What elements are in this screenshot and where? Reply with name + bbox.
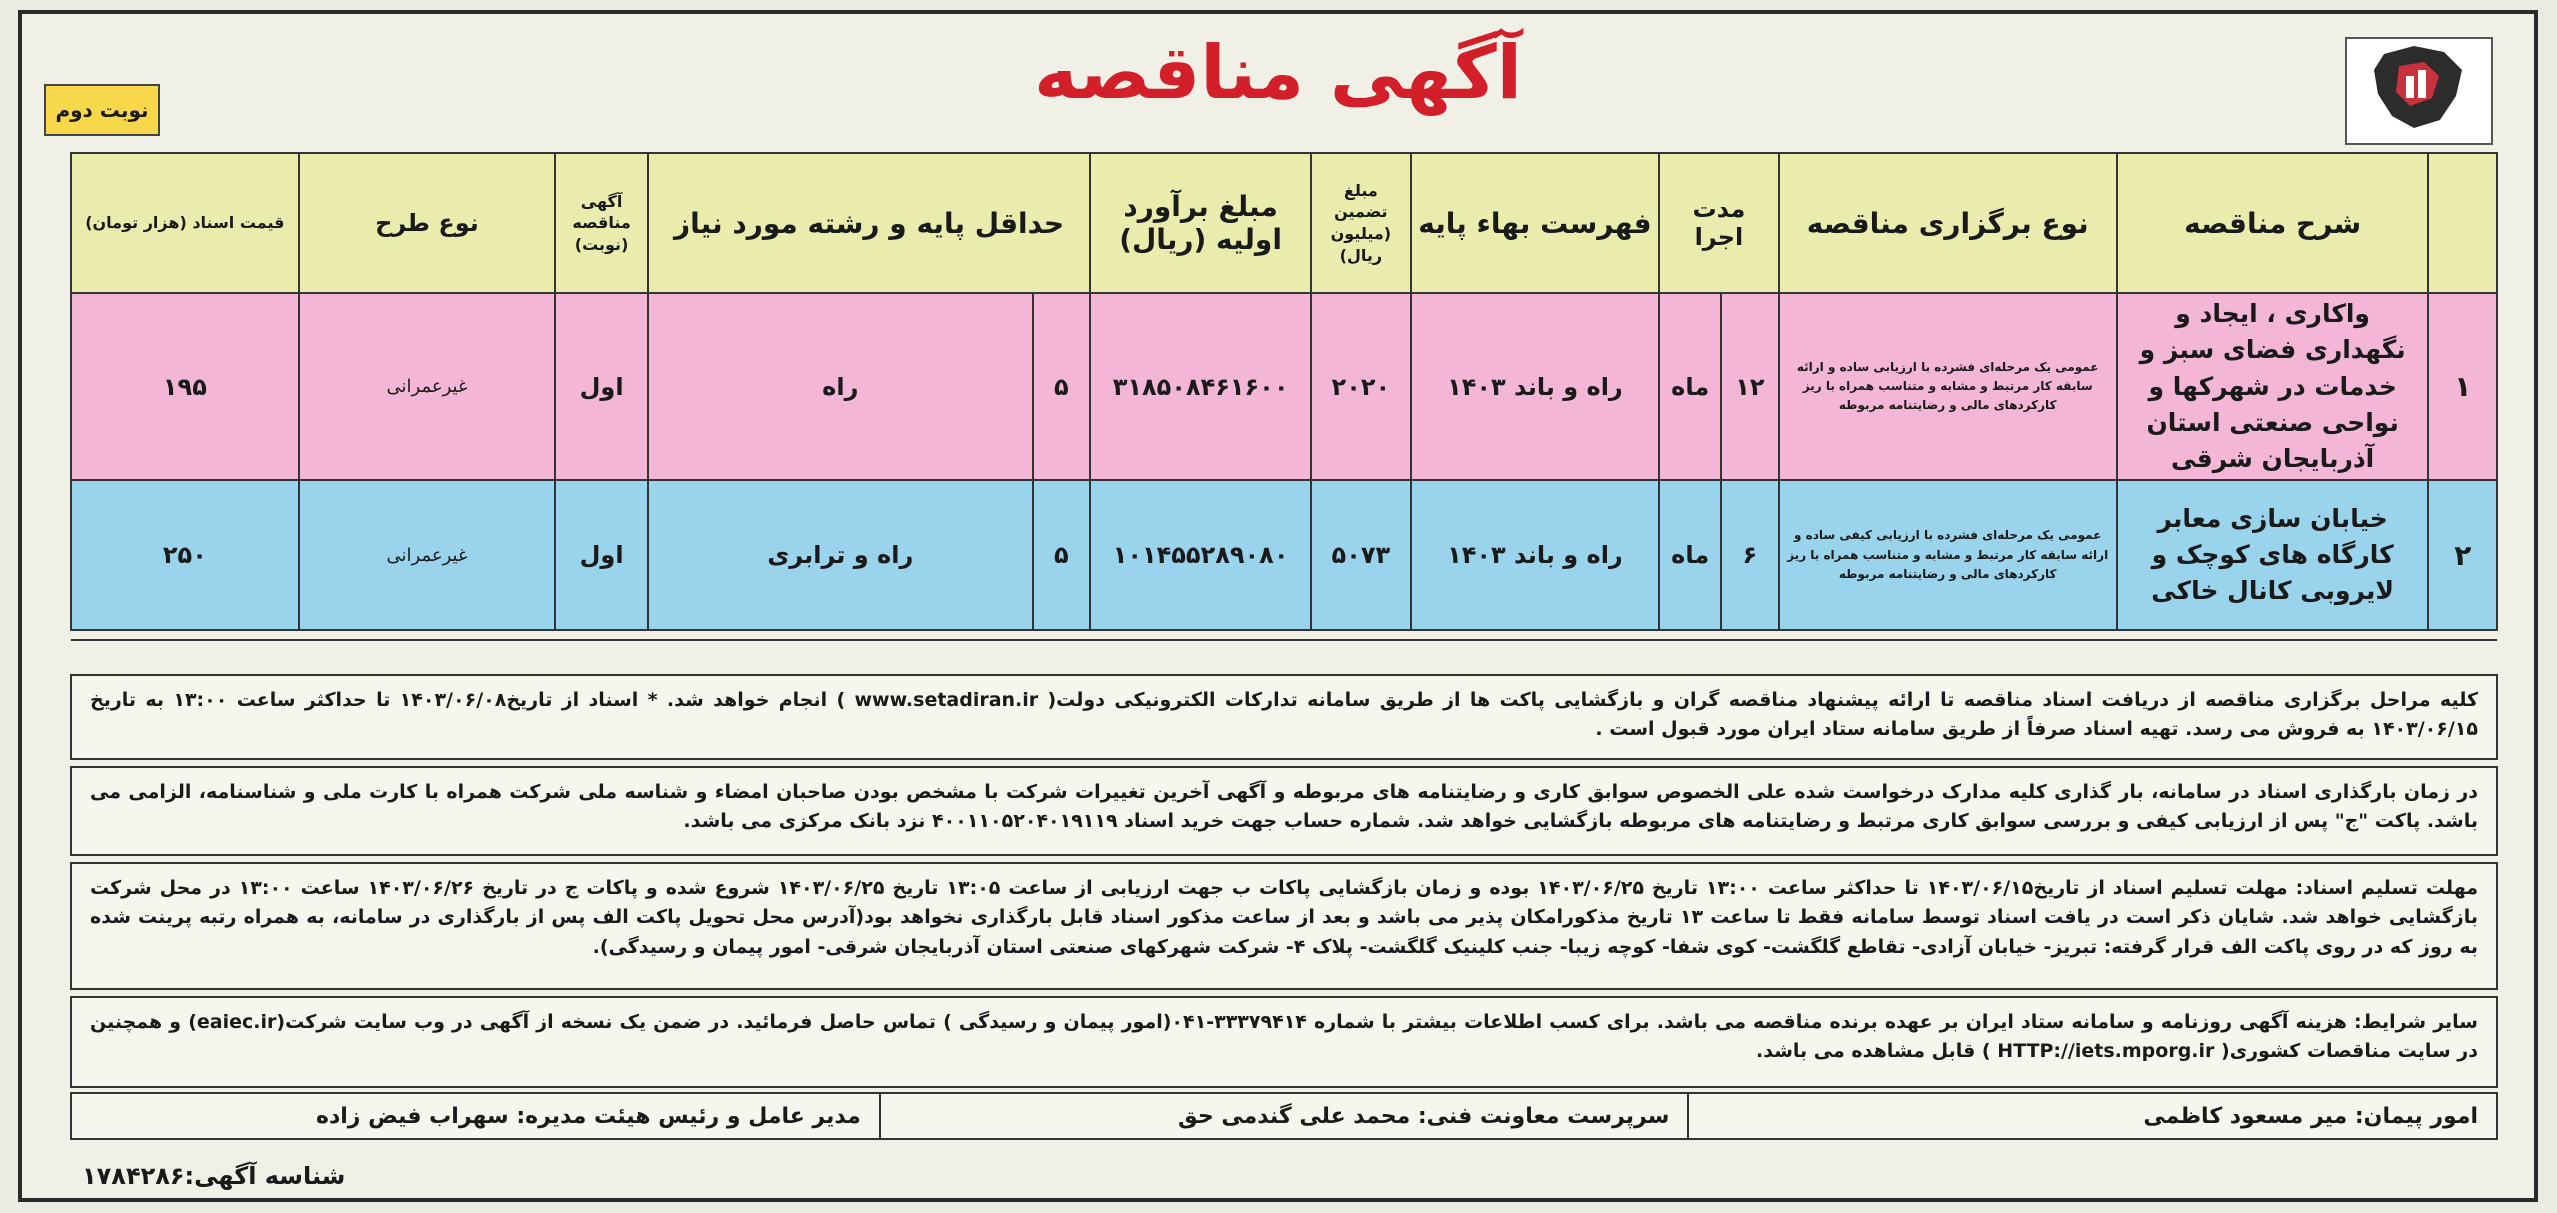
row-desc: واکاری ، ایجاد و نگهداری فضای سبز و خدمات در شهرکها و نواحی صنعتی استان آذربایجان شرقی xyxy=(2117,293,2429,480)
row-price-list: راه و باند ۱۴۰۳ xyxy=(1411,293,1660,480)
signature-ceo: مدیر عامل و رئیس هیئت مدیره: سهراب فیض زاده xyxy=(71,1093,880,1139)
row-doc-price: ۱۹۵ xyxy=(71,293,299,480)
page-title: آگهی مناقصه xyxy=(1034,30,1522,116)
tender-notice-page xyxy=(18,10,2538,1202)
notes-section xyxy=(70,674,2498,1094)
spacer-cell xyxy=(71,630,2497,640)
row-notice: اول xyxy=(555,480,648,630)
table-spacer-row xyxy=(71,630,2497,640)
tender-table xyxy=(70,152,2498,641)
row-number: ۱ xyxy=(2428,293,2497,480)
row-method: عمومی یک مرحله‌ای فشرده با ارزیابی کیفی ساده و ارائه سابقه کار مرتبط و مشابه و متناسب همراه با ریز کارکردهای مالی و رضایتنامه مربوطه xyxy=(1779,480,2117,630)
round-badge: نوبت دوم xyxy=(44,84,160,136)
row-grade-num: ۵ xyxy=(1033,293,1090,480)
header-price-list: فهرست بهاء پایه xyxy=(1411,153,1660,293)
row-estimate: ۱۰۱۴۵۵۲۸۹۰۸۰ xyxy=(1090,480,1311,630)
row-number: ۲ xyxy=(2428,480,2497,630)
signature-technical: سرپرست معاونت فنی: محمد علی گندمی حق xyxy=(880,1093,1689,1139)
header-doc-price: قیمت اسناد (هزار تومان) xyxy=(71,153,299,293)
row-grade-field: راه و ترابری xyxy=(648,480,1033,630)
header-grade: حداقل پایه و رشته مورد نیاز xyxy=(648,153,1090,293)
header-number xyxy=(2428,153,2497,293)
signature-contracts: امور پیمان: میر مسعود کاظمی xyxy=(1688,1093,2497,1139)
note-other-terms: سایر شرایط: هزینه آگهی روزنامه و سامانه ستاد ایران بر عهده برنده مناقصه می باشد. برای کسب اطلاعات بیشتر با شماره ۳۳۳۷۹۴۱۴-۰۴۱(امور پیمان و رسیدگی ) تماس حاصل فرمائید. در ضمن یک نسخه از آگهی در وب سایت شرکت(eaiec.ir) و همچنین در سایت مناقصات کشوری( HTTP://iets.mporg.ir ) قابل مشاهده می باشد. xyxy=(70,996,2498,1088)
row-doc-price: ۲۵۰ xyxy=(71,480,299,630)
note-deadline: مهلت تسلیم اسناد: مهلت تسلیم اسناد از تاریخ۱۴۰۳/۰۶/۱۵ تا حداکثر ساعت ۱۳:۰۰ تاریخ ۱۴۰۳/۰۶/۲۵ بوده و زمان بازگشایی پاکات ب جهت ارزیابی از ساعت ۱۳:۰۵ تاریخ ۱۴۰۳/۰۶/۲۵ شروع شده و پاکات ج در تاریخ ۱۴۰۳/۰۶/۲۶ ساعت ۱۳:۰۰ در محل شرکت بازگشایی خواهد شد. شایان ذکر است در یافت اسناد توسط سامانه فقط تا ساعت ۱۳ تاریخ مذکورامکان پذیر می باشد و بعد از ساعت مذکور اسناد قابل بارگذاری نخواهد بود(آدرس محل تحویل پاکت الف پس از بارگذاری در سامانه، به همراه رتبه پرینت شده به روز که در روی پاکت الف قرار گرفته: تبریز- خیابان آزادی- تقاطع گلگشت- کوی شفا- کوچه زیبا- جنب کلینیک گلگشت- پلاک ۴- شرکت شهرکهای صنعتی استان آذربایجان شرقی- امور پیمان و رسیدگی). xyxy=(70,862,2498,990)
header-plan-type: نوع طرح xyxy=(299,153,555,293)
row-notice: اول xyxy=(555,293,648,480)
row-estimate: ۳۱۸۵۰۸۴۶۱۶۰۰ xyxy=(1090,293,1311,480)
table-row xyxy=(71,293,2497,480)
header-estimate: مبلغ برآورد اولیه (ریال) xyxy=(1090,153,1311,293)
ad-id: شناسه آگهی:۱۷۸۴۲۸۶ xyxy=(82,1162,346,1190)
table-row xyxy=(71,480,2497,630)
company-logo-icon xyxy=(2344,36,2494,146)
note-upload: در زمان بارگذاری اسناد در سامانه، بار گذاری کلیه مدارک درخواست شده علی الخصوص سوابق کاری و رضایتنامه های مربوطه و آگهی آخرین تغییرات شرکت با مشخص بودن صاحبان امضاء و شناسه ملی شرکت همراه با کارت ملی و شناسنامه، الزامی می باشد. پاکت "ج" پس از ارزیابی کیفی و بررسی سوابق کاری مرتبط و رضایتنامه های مربوطه بازگشایی خواهد شد. شماره حساب جهت خرید اسناد ۴۰۰۱۱۰۵۲۰۴۰۱۹۱۱۹ نزد بانک مرکزی می باشد. xyxy=(70,766,2498,856)
row-grade-field: راه xyxy=(648,293,1033,480)
header-notice: آگهی مناقصه (نوبت) xyxy=(555,153,648,293)
note-process: کلیه مراحل برگزاری مناقصه از دریافت اسناد مناقصه تا ارائه پیشنهاد مناقصه گران و بازگشایی پاکت ها از طریق سامانه تدارکات الکترونیکی دولت( www.setadiran.ir ) انجام خواهد شد. * اسناد از تاریخ۱۴۰۳/۰۶/۰۸ تا حداکثر ساعت ۱۳:۰۰ به تاریخ ۱۴۰۳/۰۶/۱۵ به فروش می رسد. تهیه اسناد صرفاً از طریق سامانه ستاد ایران مورد قبول است . xyxy=(70,674,2498,760)
row-grade-num: ۵ xyxy=(1033,480,1090,630)
row-duration-unit: ماه xyxy=(1659,480,1721,630)
header-guarantee: مبلغ تضمین (میلیون ریال) xyxy=(1311,153,1410,293)
header-duration: مدت اجرا xyxy=(1659,153,1778,293)
row-plan-type: غیرعمرانی xyxy=(299,293,555,480)
row-guarantee: ۲۰۲۰ xyxy=(1311,293,1410,480)
row-duration-num: ۱۲ xyxy=(1721,293,1778,480)
table-header-row xyxy=(71,153,2497,293)
row-plan-type: غیرعمرانی xyxy=(299,480,555,630)
header-desc: شرح مناقصه xyxy=(2117,153,2429,293)
row-price-list: راه و باند ۱۴۰۳ xyxy=(1411,480,1660,630)
row-desc: خیابان سازی معابر کارگاه های کوچک و لایروبی کانال خاکی xyxy=(2117,480,2429,630)
row-duration-unit: ماه xyxy=(1659,293,1721,480)
row-duration-num: ۶ xyxy=(1721,480,1778,630)
row-guarantee: ۵۰۷۳ xyxy=(1311,480,1410,630)
signatures-row xyxy=(70,1092,2498,1140)
row-method: عمومی یک مرحله‌ای فشرده با ارزیابی ساده و ارائه سابقه کار مرتبط و مشابه و متناسب همراه با ریز کارکردهای مالی و رضایتنامه مربوطه xyxy=(1779,293,2117,480)
header-method: نوع برگزاری مناقصه xyxy=(1779,153,2117,293)
